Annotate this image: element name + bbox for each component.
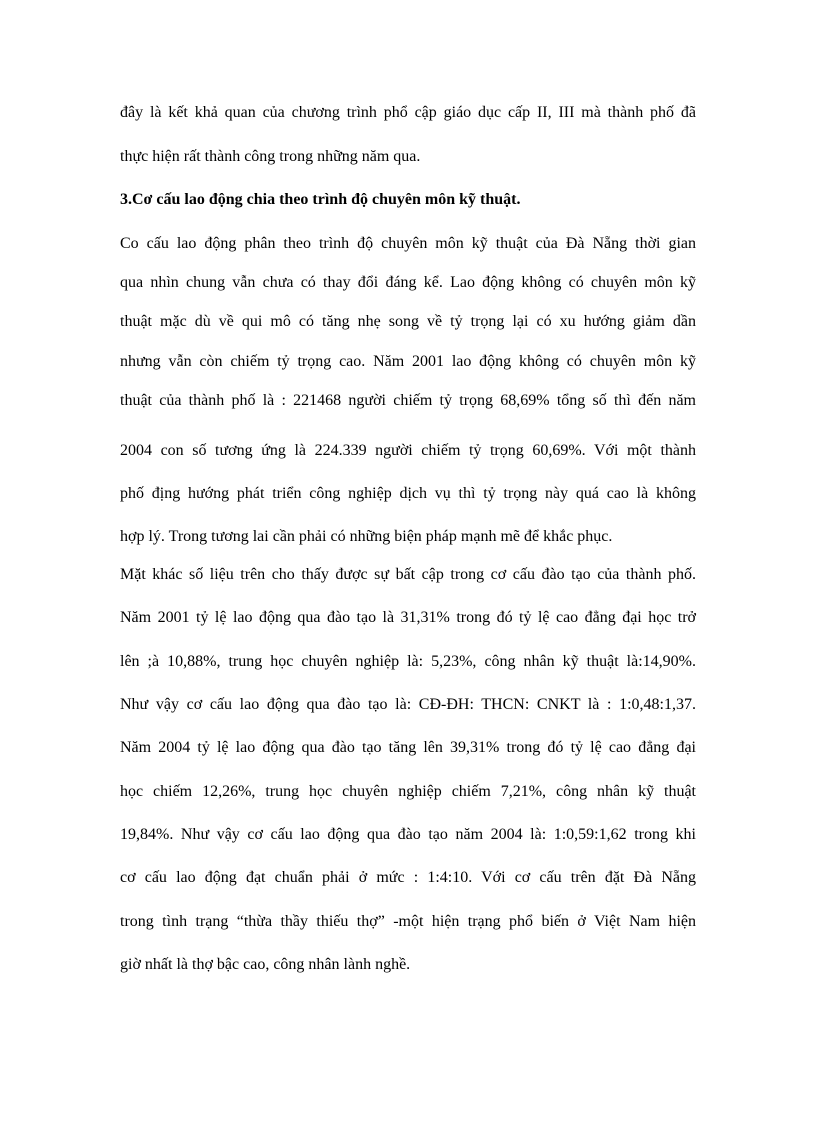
text-line: trong tình trạng “thừa thầy thiếu thợ” -một hiện trạng phổ biến ở Việt Nam hiện: [120, 913, 696, 930]
text-line: Mặt khác số liệu trên cho thấy được sự bất cập trong cơ cấu đào tạo của thành phố.: [120, 566, 696, 583]
text-line: cơ cấu lao động đạt chuẩn phải ở mức : 1:4:10. Với cơ cấu trên đặt Đà Nẵng: [120, 869, 696, 886]
text-line: thực hiện rất thành công trong những năm qua.: [120, 148, 421, 165]
text-line: 2004 con số tương ứng là 224.339 người chiếm tỷ trọng 60,69%. Với một thành: [120, 442, 696, 459]
text-line: Co cấu lao động phân theo trình độ chuyên môn kỹ thuật của Đà Nẵng thời gian: [120, 235, 696, 252]
text-line: Năm 2001 tỷ lệ lao động qua đào tạo là 31,31% trong đó tỷ lệ cao đẳng đại học trở: [120, 609, 696, 626]
text-line: thuật của thành phố là : 221468 người chiếm tỷ trọng 68,69% tổng số thì đến năm: [120, 392, 696, 409]
text-line: qua nhìn chung vẫn chưa có thay đổi đáng kể. Lao động không có chuyên môn kỹ: [120, 274, 696, 291]
text-line: thuật mặc dù về qui mô có tăng nhẹ song về tỷ trọng lại có xu hướng giảm dần: [120, 313, 696, 330]
text-line: Như vậy cơ cấu lao động qua đào tạo là: CĐ-ĐH: THCN: CNKT là : 1:0,48:1,37.: [120, 696, 696, 713]
text-line: phố địng hướng phát triển công nghiệp dịch vụ thì tỷ trọng này quá cao là không: [120, 485, 696, 502]
text-line: 19,84%. Như vậy cơ cấu lao động qua đào tạo năm 2004 là: 1:0,59:1,62 trong khi: [120, 826, 696, 843]
text-line: giờ nhất là thợ bậc cao, công nhân lành nghề.: [120, 956, 411, 973]
text-line: học chiếm 12,26%, trung học chuyên nghiệp chiếm 7,21%, công nhân kỹ thuật: [120, 783, 696, 800]
text-line: hợp lý. Trong tương lai cần phải có những biện pháp mạnh mẽ để khắc phục.: [120, 528, 613, 545]
text-line: Năm 2004 tỷ lệ lao động qua đào tạo tăng lên 39,31% trong đó tỷ lệ cao đẳng đại: [120, 739, 696, 756]
text-line: nhưng vẫn còn chiếm tỷ trọng cao. Năm 2001 lao động không có chuyên môn kỹ: [120, 353, 696, 370]
section-heading: 3.Cơ cấu lao động chia theo trình độ chuyên môn kỹ thuật.: [120, 191, 521, 208]
text-line: đây là kết khả quan của chương trình phổ cập giáo dục cấp II, III mà thành phố đã: [120, 104, 696, 121]
text-line: lên ;à 10,88%, trung học chuyên nghiệp là: 5,23%, công nhân kỹ thuật là:14,90%.: [120, 653, 696, 670]
